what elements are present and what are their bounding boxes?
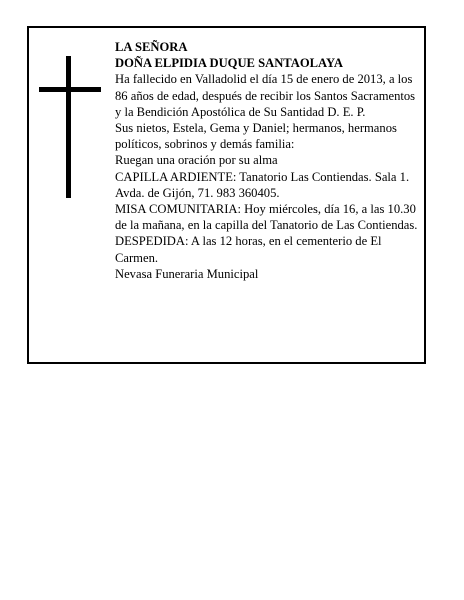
family-list: Sus nietos, Estela, Gema y Daniel; hermanos, hermanos políticos, sobrinos y demás familia: <box>115 121 397 152</box>
cross-vertical-bar <box>66 56 71 198</box>
mass-info: MISA COMUNITARIA: Hoy miércoles, día 16, a las 10.30 de la mañana, en la capilla del Tanatorio de Las Contiendas. DESPEDIDA: A las 12 horas, en el cementerio de El Carmen. <box>115 202 418 265</box>
chapel-info: CAPILLA ARDIENTE: Tanatorio Las Contiendas. Sala 1. Avda. de Gijón, 71. 983 360405. <box>115 169 410 200</box>
death-announcement: Ha fallecido en Valladolid el día 15 de enero de 2013, a los 86 años de edad, después de recibir los Santos Sacramentos y la Bendición Apostólica de Su Santidad D. E. P. <box>115 72 416 119</box>
cross-icon <box>39 56 101 198</box>
notice-text <box>115 39 423 282</box>
prayer-request: Ruegan una oración por su alma <box>115 153 278 168</box>
obituary-notice <box>27 26 426 364</box>
cross-horizontal-bar <box>39 87 101 92</box>
funeral-home: Nevasa Funeraria Municipal <box>115 266 259 281</box>
deceased-name: DOÑA ELPIDIA DUQUE SANTAOLAYA <box>115 56 344 71</box>
notice-title: LA SEÑORA <box>115 40 188 54</box>
